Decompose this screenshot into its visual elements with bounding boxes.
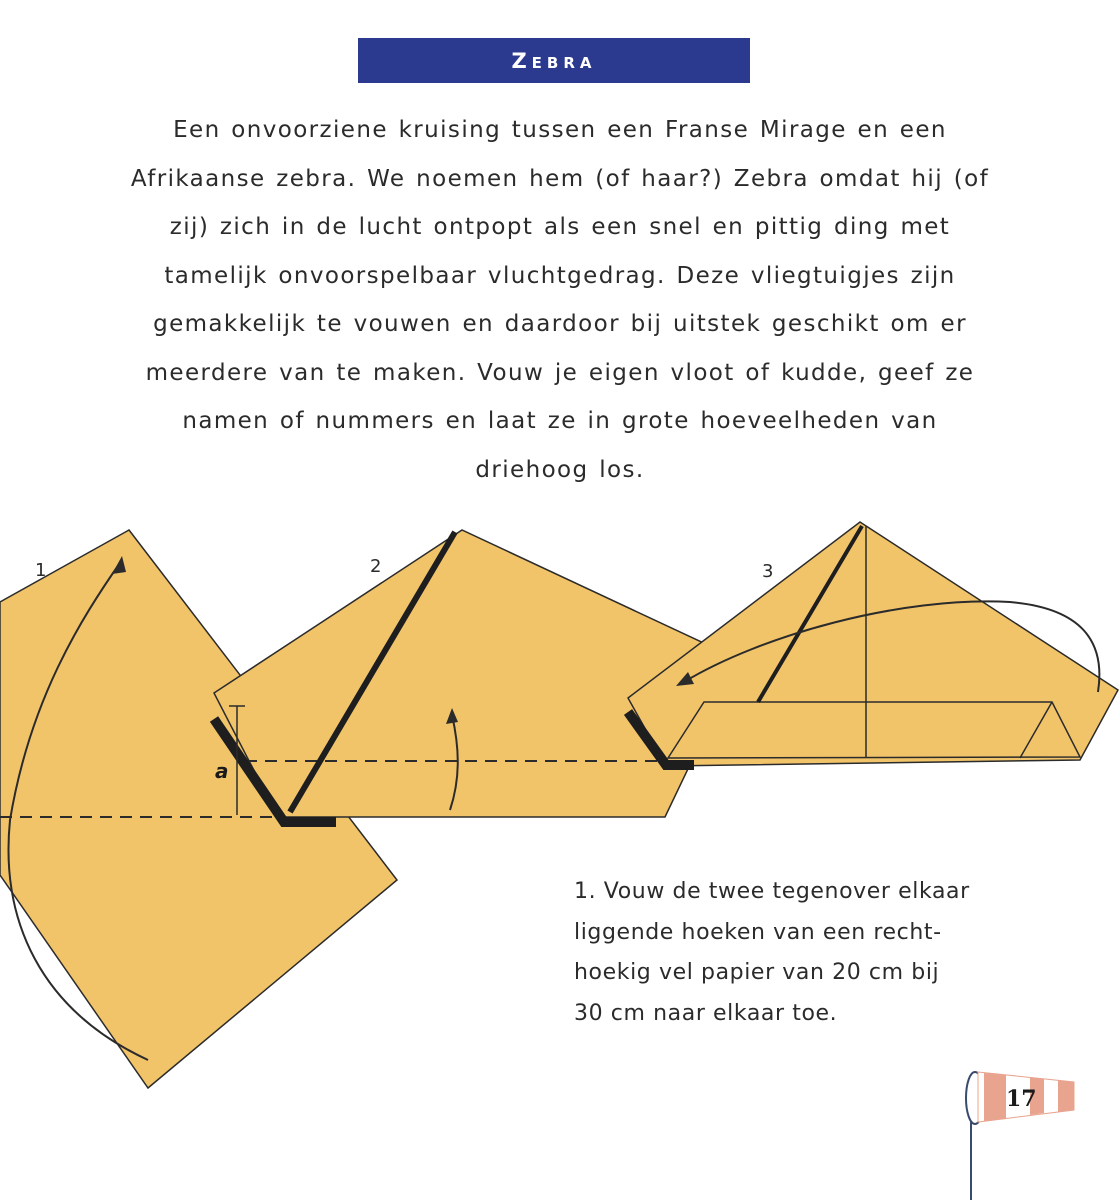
intro-line: gemakkelijk te vouwen en daardoor bij uitstek geschikt om er (153, 311, 967, 337)
intro-line: zij) zich in de lucht ontpopt als een snel en pittig ding met (169, 214, 951, 240)
step-number-3: 3 (762, 561, 774, 582)
instruction-line: liggende hoeken van een recht- (574, 919, 942, 945)
page-title: Zebra (511, 48, 597, 73)
folded-flap (668, 702, 1080, 758)
intro-line: tamelijk onvoorspelbaar vluchtgedrag. Deze vliegtuigjes zijn (164, 262, 956, 289)
intro-line: driehoog los. (475, 456, 645, 483)
windsock-stripe (1058, 1080, 1074, 1112)
instruction-line: hoekig vel papier van 20 cm bij (574, 960, 940, 985)
step-3-sheet (628, 522, 1118, 766)
instruction-line: 1. Vouw de twee tegenover elkaar (574, 879, 970, 904)
intro-line: Afrikaanse zebra. We noemen hem (of haar?) Zebra omdat hij (of (130, 165, 990, 192)
intro-line: meerdere van te maken. Vouw je eigen vloot of kudde, geef ze (145, 359, 975, 386)
windsock-icon (966, 1072, 1074, 1200)
measure-label: a (215, 759, 229, 783)
step-number-2: 2 (370, 556, 382, 577)
intro-line: Een onvoorziene kruising tussen een Franse Mirage en een (173, 117, 947, 143)
step-number-1: 1 (35, 560, 47, 581)
instruction-line: 30 cm naar elkaar toe. (574, 1000, 838, 1026)
step-1-instruction (574, 872, 994, 1034)
windsock-stripe (984, 1073, 1006, 1121)
intro-line: namen of nummers en laat ze in grote hoeveelheden van (182, 408, 938, 434)
page-number: 17 (1006, 1086, 1037, 1112)
